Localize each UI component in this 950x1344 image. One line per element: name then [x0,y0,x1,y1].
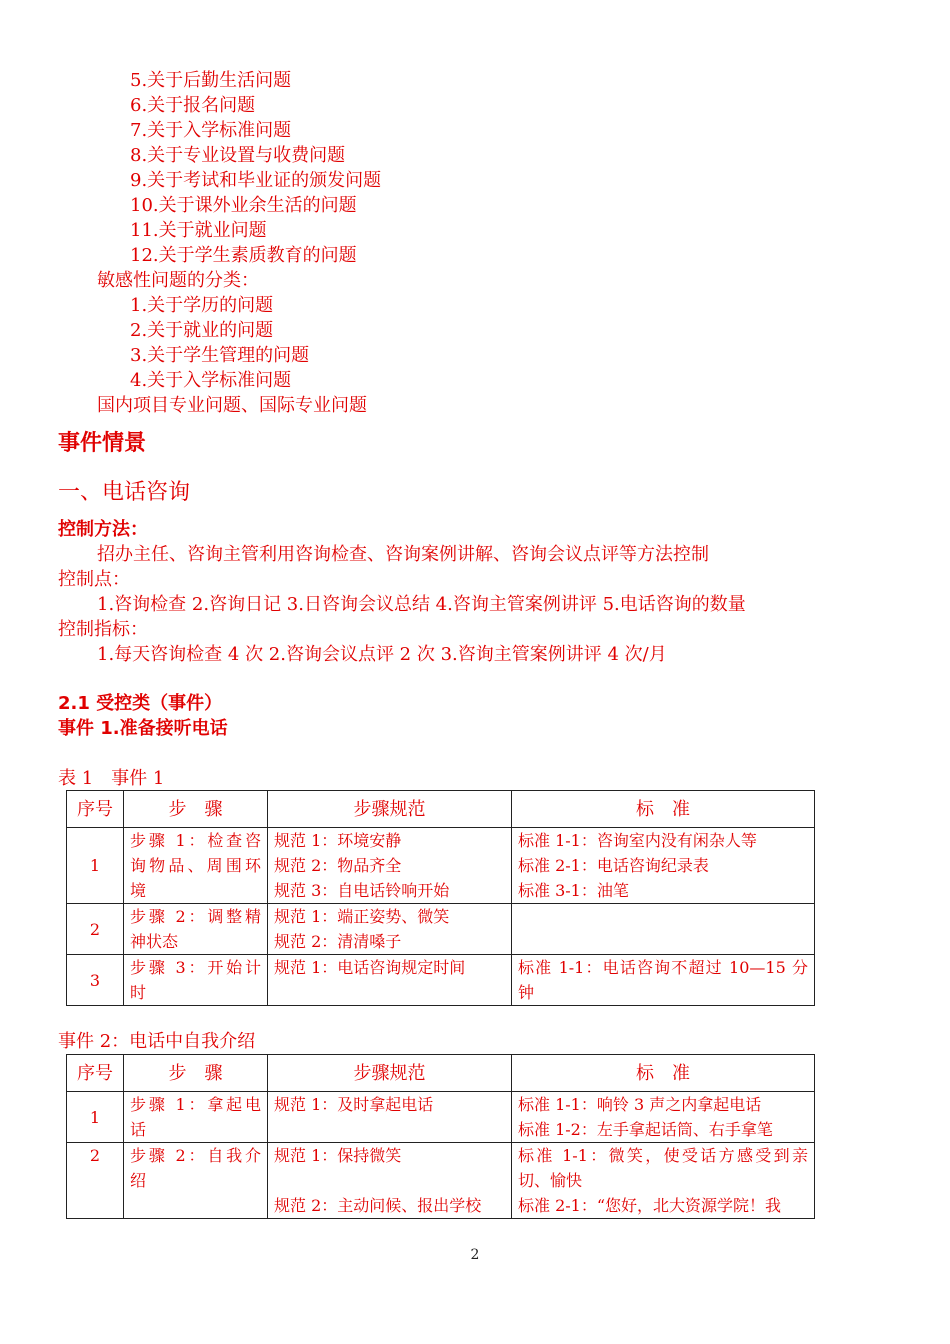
list-item: 6.关于报名问题 [130,95,256,116]
cell-line: 规范 1：电话咨询规定时间 [274,958,466,977]
cell-line: 步骤 2：调整精 [130,907,261,926]
cell-line: 规范 2：主动问候、报出学校 [274,1196,482,1215]
cell-line: 标准 1-1：微笑，使受话方感受到亲 [518,1146,808,1165]
sub-heading: 2.1 受控类（事件） [58,693,223,714]
domestic-line: 国内项目专业问题、国际专业问题 [97,395,367,416]
row-number: 3 [67,955,124,1006]
cell-line: 规范 1：环境安静 [274,831,402,850]
std-cell [512,955,815,1006]
row-number: 1 [67,1092,124,1143]
header-std: 标 准 [512,1055,815,1092]
control-method-label: 控制方法： [58,519,148,540]
sensitive-heading: 敏感性问题的分类： [97,270,259,291]
row-number: 1 [67,828,124,904]
section-title: 一、电话咨询 [58,480,191,505]
list-item: 11.关于就业问题 [130,220,267,241]
cell-line: 步骤 1：拿起电 [130,1095,261,1114]
list-item: 3.关于学生管理的问题 [130,345,310,366]
spec-cell [268,955,512,1006]
list-item: 1.关于学历的问题 [130,295,274,316]
cell-line: 话 [130,1120,147,1139]
table-caption: 表 1 事件 1 [58,768,165,789]
step-cell [124,904,268,955]
cell-line: 标准 1-1：响铃 3 声之内拿起电话 [518,1095,762,1114]
table-row [67,904,815,955]
step-cell [124,1143,268,1219]
step-cell [124,828,268,904]
step-cell [124,1092,268,1143]
spec-cell [268,1092,512,1143]
cell-line: 规范 1：端正姿势、微笑 [274,907,450,926]
row-number: 2 [67,904,124,955]
table-caption: 事件 2：电话中自我介绍 [58,1031,256,1052]
cell-line: 规范 1：保持微笑 [274,1146,402,1165]
control-method-text: 招办主任、咨询主管利用咨询检查、咨询案例讲解、咨询会议点评等方法控制 [97,544,709,565]
list-item: 9.关于考试和毕业证的颁发问题 [130,170,382,191]
cell-line [274,1168,505,1193]
cell-line: 标准 1-1：电话咨询不超过 10—15 分 [518,958,808,977]
cell-line: 标准 2-1：电话咨询纪录表 [518,856,709,875]
cell-line [130,1193,261,1218]
cell-line: 时 [130,983,147,1002]
header-step: 步 骤 [124,791,268,828]
cell-line: 标准 2-1：“您好，北大资源学院！我 [518,1196,782,1215]
cell-line: 询物品、周围环 [130,856,261,875]
list-item: 10.关于课外业余生活的问题 [130,195,357,216]
page-number: 2 [470,1247,480,1263]
table-header-row [67,1055,815,1092]
cell-line: 规范 2：物品齐全 [274,856,402,875]
table-row [67,1092,815,1143]
event2-table [66,1054,815,1219]
control-index-label: 控制指标： [58,619,148,640]
cell-line: 钟 [518,983,535,1002]
list-item: 4.关于入学标准问题 [130,370,292,391]
cell-line: 步骤 3：开始计 [130,958,261,977]
header-spec: 步骤规范 [268,1055,512,1092]
cell-line: 步骤 1：检查咨 [130,831,261,850]
spec-cell [268,1143,512,1219]
std-cell [512,1092,815,1143]
list-item: 5.关于后勤生活问题 [130,70,292,91]
table-row [67,828,815,904]
list-item: 2.关于就业的问题 [130,320,274,341]
list-item: 7.关于入学标准问题 [130,120,292,141]
cell-line: 规范 3：自电话铃响开始 [274,881,450,900]
std-cell [512,828,815,904]
std-cell [512,1143,815,1219]
event-heading: 事件 1.准备接听电话 [58,718,228,739]
cell-line: 规范 2：清清嗓子 [274,932,402,951]
event1-table [66,790,815,1006]
step-cell [124,955,268,1006]
control-point-text: 1.咨询检查 2.咨询日记 3.日咨询会议总结 4.咨询主管案例讲评 5.电话咨询的数量 [97,594,746,615]
cell-line: 境 [130,881,147,900]
header-step: 步 骤 [124,1055,268,1092]
table-row [67,955,815,1006]
row-number: 2 [67,1143,124,1219]
list-item: 12.关于学生素质教育的问题 [130,245,357,266]
list-item: 8.关于专业设置与收费问题 [130,145,346,166]
header-spec: 步骤规范 [268,791,512,828]
table-row [67,1143,815,1219]
spec-cell [268,904,512,955]
cell-line: 切、愉快 [518,1171,583,1190]
header-no: 序号 [67,791,124,828]
cell-line: 步骤 2：自我介 [130,1146,261,1165]
cell-line: 标准 1-1：咨询室内没有闲杂人等 [518,831,757,850]
spec-cell [268,828,512,904]
std-cell [512,904,815,955]
cell-line: 标准 3-1：油笔 [518,881,629,900]
control-point-label: 控制点： [58,569,130,590]
cell-line: 神状态 [130,932,179,951]
header-std: 标 准 [512,791,815,828]
section-heading: 事件情景 [58,431,147,456]
cell-line: 规范 1：及时拿起电话 [274,1095,434,1114]
table-header-row [67,791,815,828]
cell-line: 绍 [130,1171,147,1190]
control-index-text: 1.每天咨询检查 4 次 2.咨询会议点评 2 次 3.咨询主管案例讲评 4 次/月 [97,644,667,665]
cell-line: 标准 1-2：左手拿起话筒、右手拿笔 [518,1120,773,1139]
header-no: 序号 [67,1055,124,1092]
